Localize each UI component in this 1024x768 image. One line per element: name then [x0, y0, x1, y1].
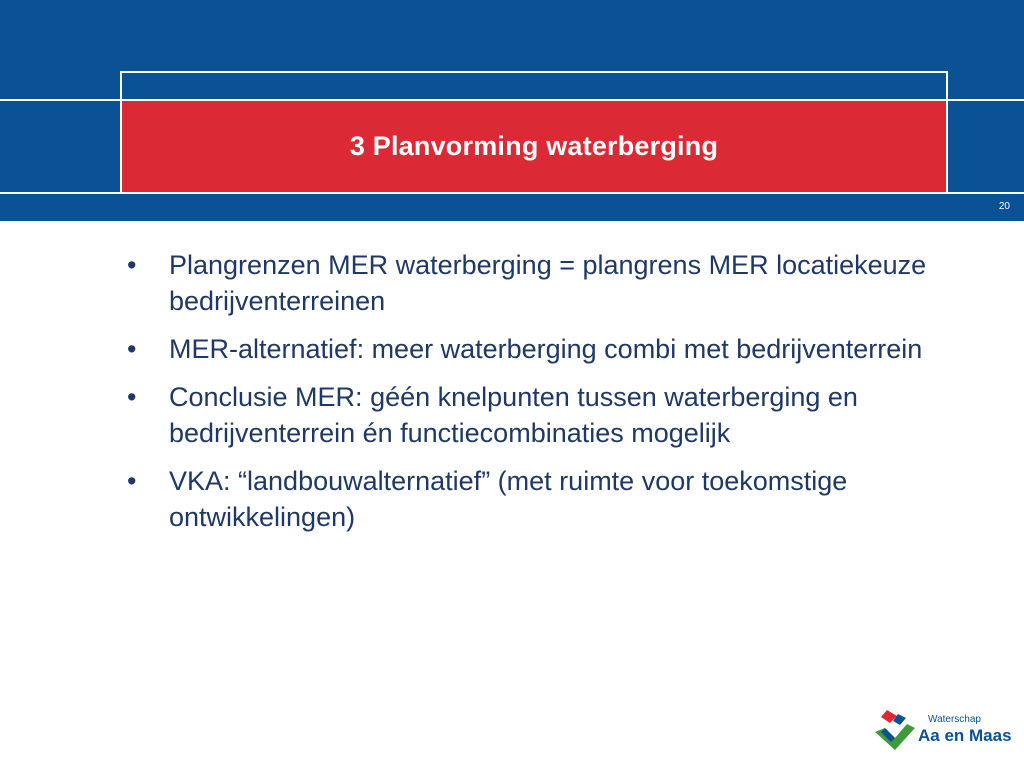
bullet-marker: •: [127, 466, 137, 496]
bullet-list: [127, 247, 947, 547]
title-frame-top: [121, 71, 948, 73]
bullet-marker: •: [127, 250, 137, 280]
title-frame-right: [946, 71, 948, 193]
bullet-text: Conclusie MER: géén knelpunten tussen waterberging en bedrijventerrein én functiecombinaties mogelijk: [169, 382, 858, 448]
bullet-item: [127, 331, 947, 367]
header-divider-line: [0, 192, 1024, 194]
title-box: [122, 101, 946, 192]
logo-line2: Aa en Maas: [918, 726, 1012, 745]
bullet-text: Plangrenzen MER waterberging = plangrens MER locatiekeuze bedrijventerreinen: [169, 250, 927, 316]
bullet-item: [127, 463, 947, 535]
bullet-item: [127, 247, 947, 319]
bullet-text: MER-alternatief: meer waterberging combi met bedrijventerrein: [169, 334, 923, 364]
logo-green-shape: [875, 724, 915, 750]
waterschap-logo-icon: [873, 706, 917, 754]
bullet-item: [127, 379, 947, 451]
page-number: 20: [998, 201, 1010, 212]
header-band: [0, 0, 1024, 221]
bullet-text: VKA: “landbouwalternatief” (met ruimte voor toekomstige ontwikkelingen): [169, 466, 848, 532]
bullet-marker: •: [127, 382, 137, 412]
logo-line1: Waterschap: [928, 714, 981, 725]
bullet-marker: •: [127, 334, 137, 364]
waterschap-logo: [873, 706, 1013, 754]
slide-title: 3 Planvorming waterberging: [349, 131, 719, 161]
